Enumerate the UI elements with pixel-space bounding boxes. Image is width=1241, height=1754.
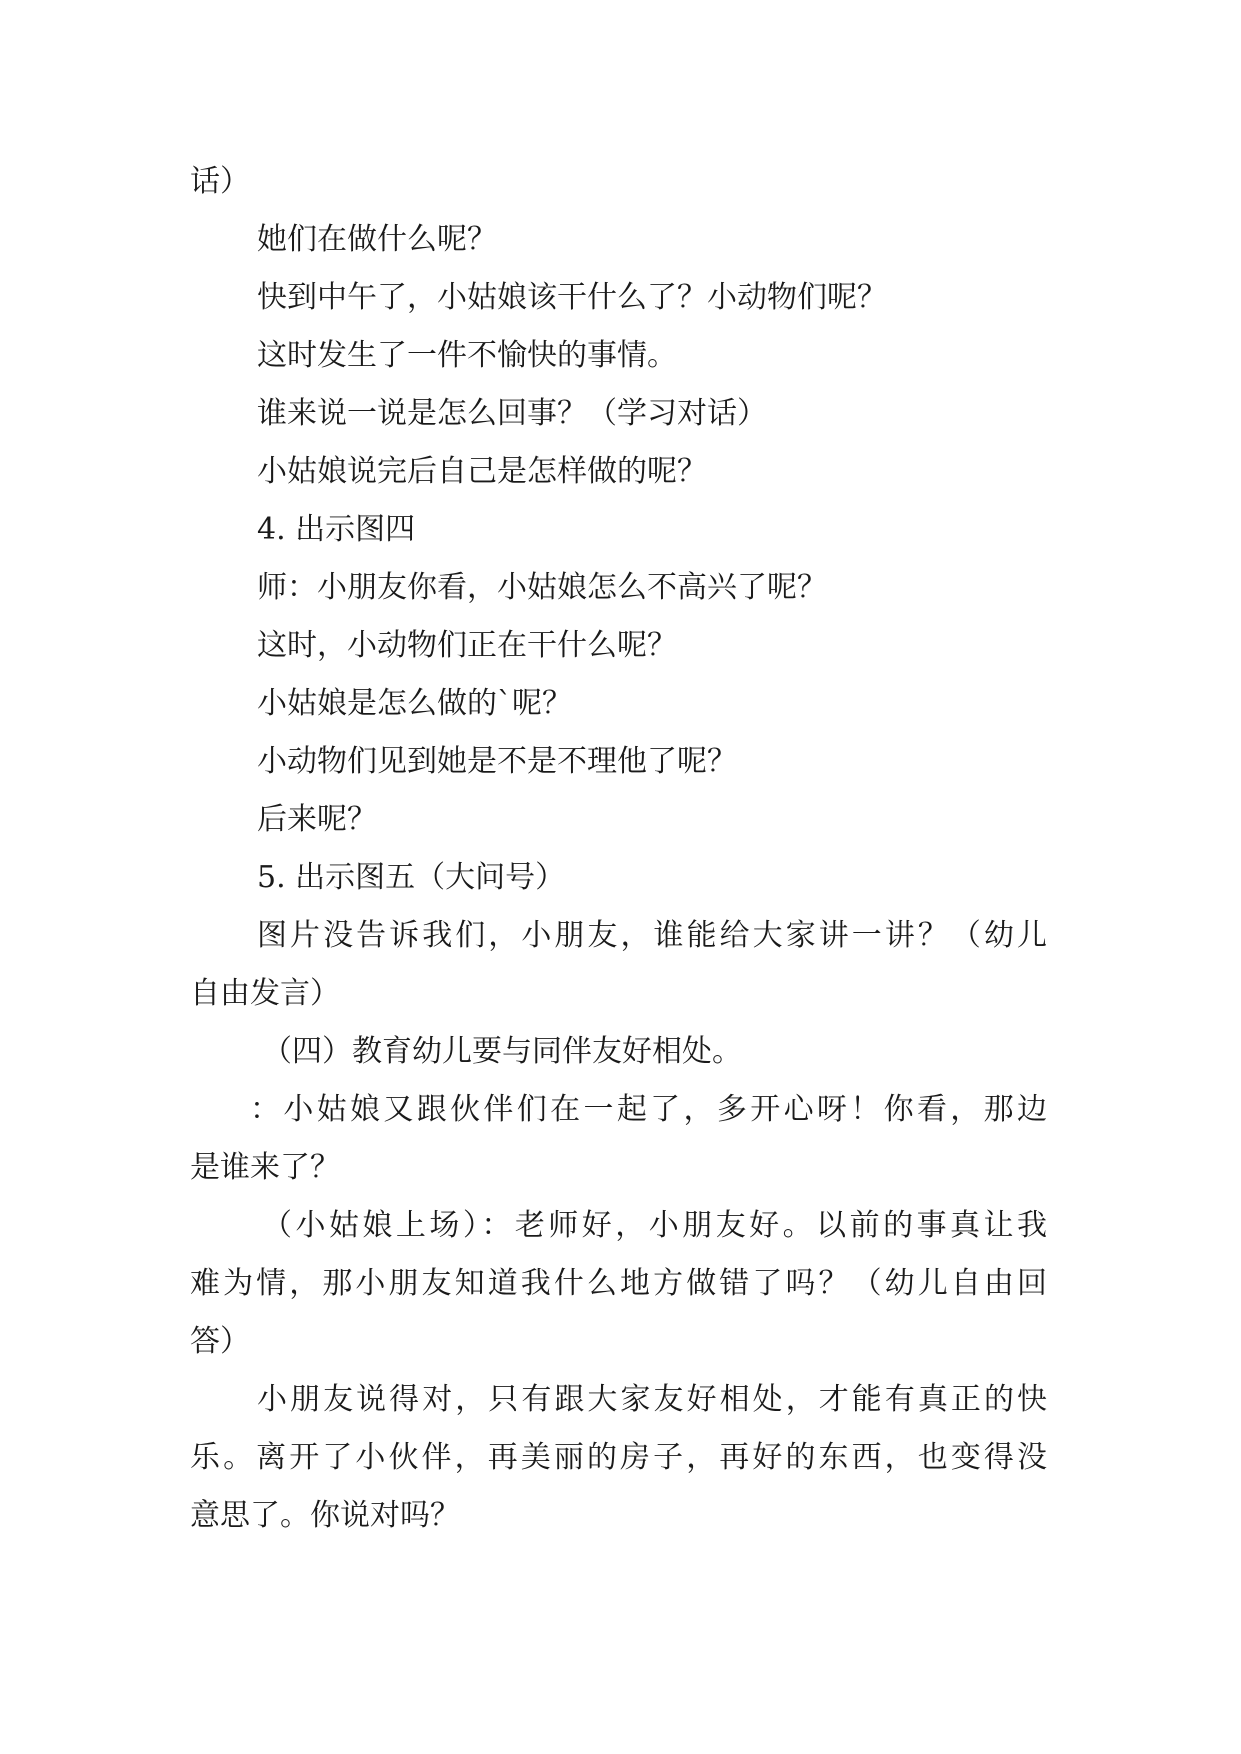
text-line: 小姑娘是怎么做的`呢？	[257, 686, 572, 721]
text-line: 是谁来了？	[190, 1150, 340, 1185]
text-line: 乐。离开了小伙伴，再美丽的房子，再好的东西，也变得没	[190, 1440, 1047, 1475]
text-line: 这时，小动物们正在干什么呢？	[257, 628, 677, 663]
text-line: 图片没告诉我们，小朋友，谁能给大家讲一讲？（幼儿	[257, 918, 1047, 953]
text-line: 后来呢？	[257, 802, 377, 837]
text-line: 小朋友说得对，只有跟大家友好相处，才能有真正的快	[257, 1382, 1047, 1417]
text-line: 小动物们见到她是不是不理他了呢？	[257, 744, 737, 779]
text-line: 意思了。你说对吗？	[190, 1498, 460, 1533]
section-heading: （四）教育幼儿要与同伴友好相处。	[262, 1034, 742, 1069]
text-line: 话）	[190, 164, 250, 199]
text-line: 谁来说一说是怎么回事？（学习对话）	[257, 396, 767, 431]
text-line: 这时发生了一件不愉快的事情。	[257, 338, 677, 373]
text-line: 快到中午了，小姑娘该干什么了？小动物们呢？	[257, 280, 887, 315]
text-line: 她们在做什么呢？	[257, 222, 497, 257]
text-line: （小姑娘上场）：老师好，小朋友好。以前的事真让我	[262, 1208, 1047, 1243]
text-line: 难为情，那小朋友知道我什么地方做错了吗？（幼儿自由回	[190, 1266, 1047, 1301]
section-heading: 4. 出示图四	[257, 512, 416, 547]
text-line: 师：小朋友你看，小姑娘怎么不高兴了呢？	[257, 570, 827, 605]
text-line: 答）	[190, 1324, 250, 1359]
text-line: 自由发言）	[190, 976, 340, 1011]
text-line: 小姑娘说完后自己是怎样做的呢？	[257, 454, 707, 489]
section-heading: 5. 出示图五（大问号）	[257, 860, 566, 895]
text-line: ：小姑娘又跟伙伴们在一起了，多开心呀！你看，那边	[250, 1092, 1047, 1127]
